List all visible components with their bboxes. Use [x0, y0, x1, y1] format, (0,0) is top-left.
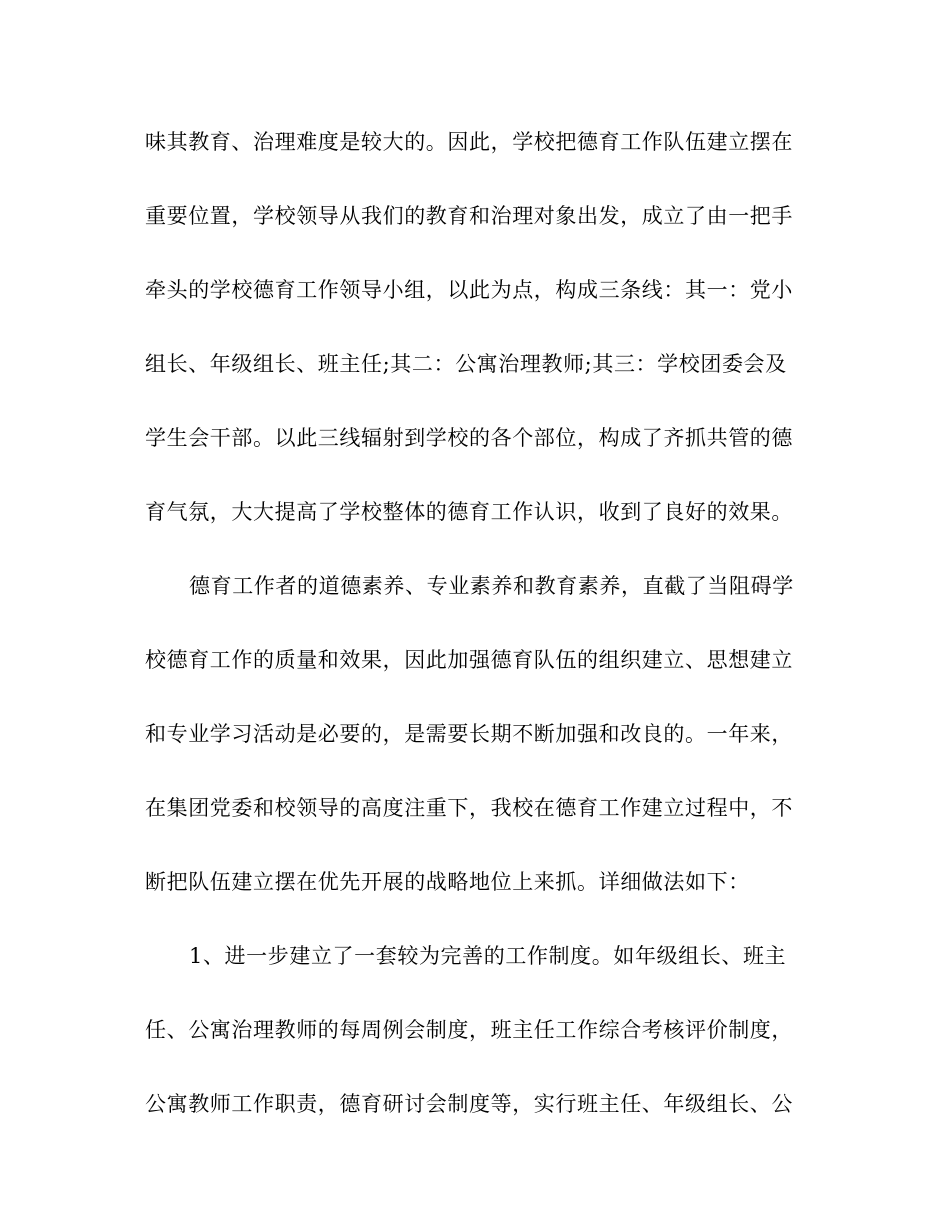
- text-line: 育气氛，大大提高了学校整体的德育工作认识，收到了良好的效果。: [145, 500, 793, 524]
- text-line: 牵头的学校德育工作领导小组，以此为点，构成三条线：其一：党小: [145, 278, 793, 302]
- paragraph-first-line: 德育工作者的道德素养、专业素养和教育素养，直截了当阻碍学: [189, 574, 794, 598]
- body-text: [145, 126, 805, 1162]
- text-line: 学生会干部。以此三线辐射到学校的各个部位，构成了齐抓共管的德: [145, 426, 793, 450]
- text-line: 断把队伍建立摆在优先开展的战略地位上来抓。详细做法如下：: [145, 870, 750, 894]
- text-line: 公寓教师工作职责，德育研讨会制度等，实行班主任、年级组长、公: [145, 1092, 793, 1116]
- text-line: 在集团党委和校领导的高度注重下，我校在德育工作建立过程中，不: [145, 796, 793, 820]
- text-line: 重要位置，学校领导从我们的教育和治理对象出发，成立了由一把手: [145, 204, 793, 228]
- text-line: 校德育工作的质量和效果，因此加强德育队伍的组织建立、思想建立: [145, 648, 793, 672]
- paragraph-first-line: 1、进一步建立了一套较为完善的工作制度。如年级组长、班主: [189, 944, 787, 968]
- text-line: 任、公寓治理教师的每周例会制度，班主任工作综合考核评价制度，: [145, 1018, 793, 1042]
- text-line: 味其教育、治理难度是较大的。因此，学校把德育工作队伍建立摆在: [145, 130, 793, 154]
- text-line: 组长、年级组长、班主任;其二：公寓治理教师;其三：学校团委会及: [145, 352, 787, 376]
- text-line: 和专业学习活动是必要的，是需要长期不断加强和改良的。一年来，: [145, 722, 793, 746]
